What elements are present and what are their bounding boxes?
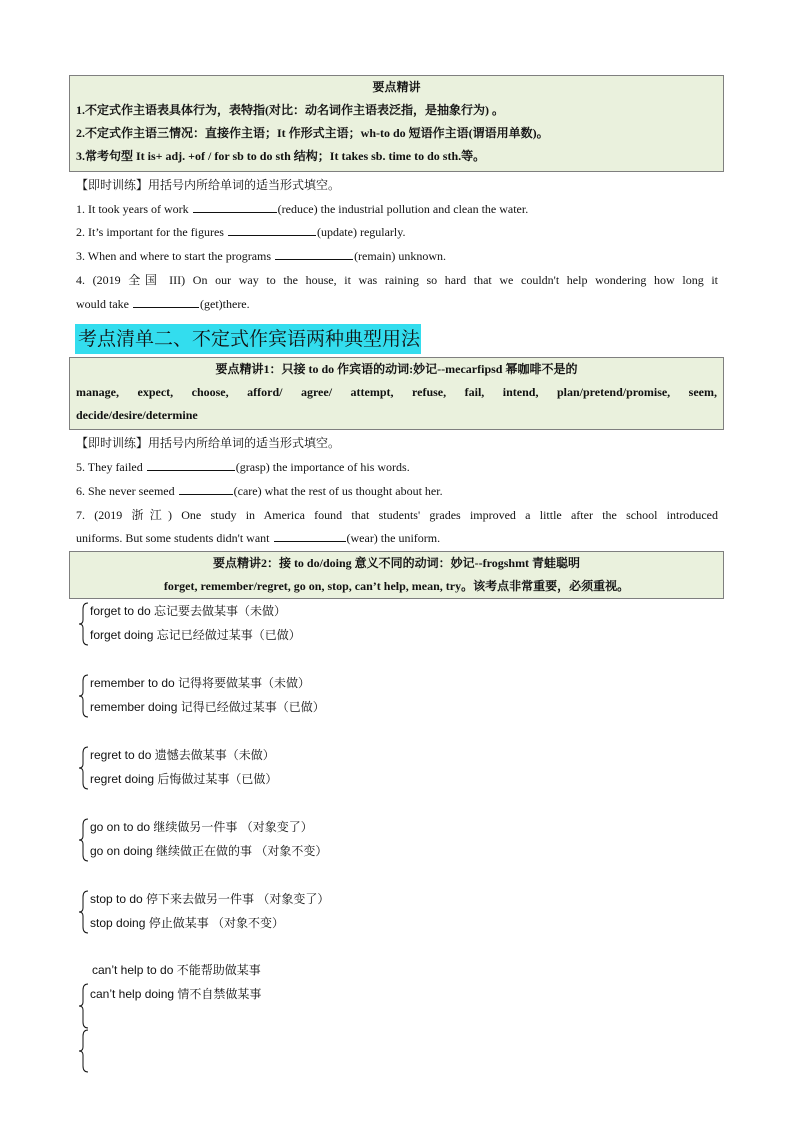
- pair-remember-doing: remember doing 记得已经做过某事（已做）: [90, 700, 325, 714]
- pair-go-on-to-do: go on to do 继续做另一件事 （对象变了）: [90, 820, 313, 834]
- key-points-box-3: [69, 551, 724, 599]
- verb-list-line-1: manage, expect, choose, afford/ agree/ attempt, refuse, fail, intend, plan/pretend/promise, seem,: [76, 385, 717, 399]
- brace-icon: [78, 817, 90, 863]
- exercise-6: 6. She never seemed (care) what the rest of us thought about her.: [76, 484, 443, 498]
- key-points-box-1: [69, 75, 724, 172]
- answer-blank[interactable]: [147, 458, 235, 471]
- exercise-7-line-2: uniforms. But some students didn't want (wear) the uniform.: [76, 531, 441, 545]
- answer-blank[interactable]: [179, 482, 233, 495]
- pair-stop-doing: stop doing 停止做某事 （对象不变）: [90, 916, 285, 930]
- section-heading: 考点清单二、不定式作宾语两种典型用法: [75, 324, 421, 354]
- drill-label-1: 【即时训练】用括号内所给单词的适当形式填空。: [76, 178, 341, 192]
- exercise-2: 2. It’s important for the figures (update) regularly.: [76, 225, 406, 239]
- answer-blank[interactable]: [193, 200, 277, 213]
- drill-label-2: 【即时训练】用括号内所给单词的适当形式填空。: [76, 436, 341, 450]
- brace-icon: [78, 982, 90, 1030]
- key-points-title: 要点精讲: [372, 80, 421, 94]
- key-point-heading-2: 要点精讲2：接 to do/doing 意义不同的动词：妙记--frogshmt 青蛙聪明: [212, 556, 581, 570]
- brace-icon: [78, 601, 90, 647]
- pair-forget-to-do: forget to do 忘记要去做某事（未做）: [90, 604, 287, 618]
- pair-cant-help-to-do: can’t help to do 不能帮助做某事: [92, 963, 261, 977]
- brace-icon: [78, 889, 90, 935]
- exercise-5: 5. They failed (grasp) the importance of his words.: [76, 460, 410, 474]
- pair-stop-to-do: stop to do 停下来去做另一件事 （对象变了）: [90, 892, 330, 906]
- pair-regret-to-do: regret to do 遗憾去做某事（未做）: [90, 748, 275, 762]
- answer-blank[interactable]: [275, 247, 353, 260]
- key-point-heading: 要点精讲1：只接 to do 作宾语的动词:妙记--mecarfipsd 幂咖啡不是的: [215, 362, 578, 376]
- pair-regret-doing: regret doing 后悔做过某事（已做）: [90, 772, 278, 786]
- exercise-3: 3. When and where to start the programs (remain) unknown.: [76, 249, 447, 263]
- answer-blank[interactable]: [228, 223, 316, 236]
- exercise-1: 1. It took years of work (reduce) the industrial pollution and clean the water.: [76, 202, 529, 216]
- pair-go-on-doing: go on doing 继续做正在做的事 （对象不变）: [90, 844, 328, 858]
- answer-blank[interactable]: [274, 529, 346, 542]
- key-point-2: 2.不定式作主语三情况：直接作主语；It 作形式主语；wh-to do 短语作主语(谓语用单数)。: [76, 126, 549, 140]
- verb-list-line-2: decide/desire/determine: [76, 408, 198, 422]
- brace-icon: [78, 673, 90, 719]
- verb-list-2: forget, remember/regret, go on, stop, can’t help, mean, try。该考点非常重要，必须重视。: [163, 579, 630, 593]
- key-point-1: 1.不定式作主语表具体行为，表特指(对比：动名词作主语表泛指，是抽象行为) 。: [76, 103, 504, 117]
- pair-remember-to-do: remember to do 记得将要做某事（未做）: [90, 676, 311, 690]
- key-point-3: 3.常考句型 It is+ adj. +of / for sb to do sth 结构；It takes sb. time to do sth.等。: [76, 149, 486, 163]
- exercise-4-line-1: 4. (2019 全国 III) On our way to the house, it was raining so hard that we couldn't help wondering how long it: [76, 273, 718, 287]
- exercise-4-line-2: would take (get)there.: [76, 297, 250, 311]
- brace-icon: [78, 745, 90, 791]
- pair-cant-help-doing: can’t help doing 情不自禁做某事: [90, 987, 262, 1001]
- answer-blank[interactable]: [133, 295, 199, 308]
- brace-icon: [78, 1028, 90, 1074]
- key-points-box-2: [69, 357, 724, 430]
- exercise-7-line-1: 7. (2019 浙江) One study in America found that students' grades improved a little after the school introduced: [76, 508, 718, 522]
- pair-forget-doing: forget doing 忘记已经做过某事（已做）: [90, 628, 301, 642]
